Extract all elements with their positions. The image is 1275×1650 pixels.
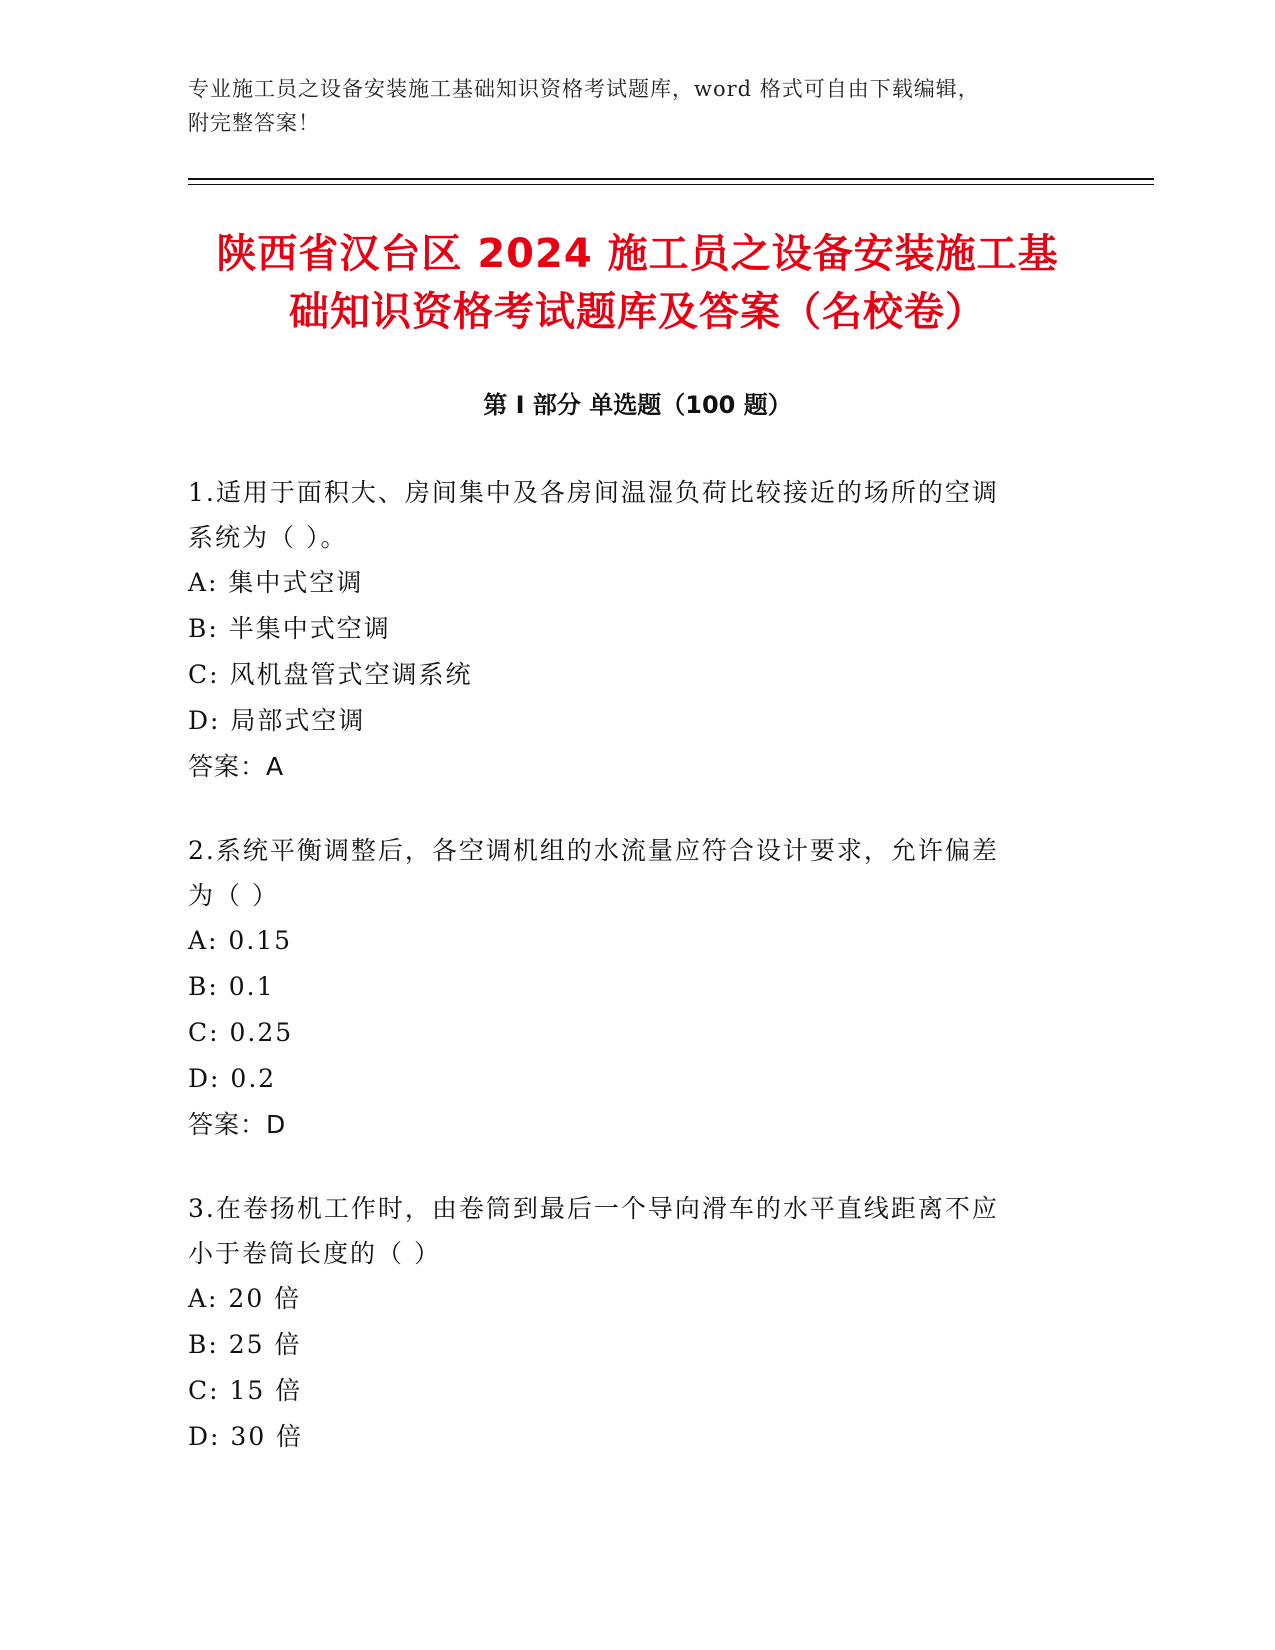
question-text: [188, 470, 1068, 560]
option-d: D: 30 倍: [188, 1422, 304, 1451]
question-list: [188, 470, 1068, 1498]
document-title: [150, 225, 1125, 341]
question-text-line-2: 系统为（ ）。: [188, 523, 348, 552]
answer-label: 答案：A: [188, 752, 285, 781]
question-text-line-2: 小于卷筒长度的（ ）: [188, 1239, 441, 1268]
question-text: [188, 828, 1068, 918]
document-title-line-2: 础知识资格考试题库及答案（名校卷）: [289, 289, 986, 335]
option-c: C: 15 倍: [188, 1376, 303, 1405]
header-note: [188, 72, 1088, 140]
question-item: [188, 1186, 1068, 1460]
question-text-line-1: 2.系统平衡调整后，各空调机组的水流量应符合设计要求，允许偏差: [188, 836, 999, 865]
header-note-line-1: 专业施工员之设备安装施工基础知识资格考试题库，word 格式可自由下载编辑，: [188, 77, 980, 101]
header-divider-thin: [188, 184, 1154, 185]
option-a: A: 集中式空调: [188, 568, 364, 597]
header-divider-thick: [188, 178, 1154, 180]
question-item: [188, 470, 1068, 790]
answer-label: 答案：D: [188, 1110, 287, 1139]
option-c: C: 风机盘管式空调系统: [188, 660, 473, 689]
header-note-line-2: 附完整答案！: [188, 111, 320, 135]
question-item: [188, 828, 1068, 1148]
option-b: B: 0.1: [188, 972, 275, 1001]
question-text-line-1: 1.适用于面积大、房间集中及各房间温湿负荷比较接近的场所的空调: [188, 478, 999, 507]
document-title-line-1: 陕西省汉台区 2024 施工员之设备安装施工基: [216, 231, 1059, 277]
option-c: C: 0.25: [188, 1018, 294, 1047]
section-heading: 第 I 部分 单选题（100 题）: [483, 391, 792, 419]
option-a: A: 20 倍: [188, 1284, 302, 1313]
option-b: B: 25 倍: [188, 1330, 302, 1359]
option-d: D: 局部式空调: [188, 706, 366, 735]
question-text-line-2: 为（ ）: [188, 881, 279, 910]
option-a: A: 0.15: [188, 926, 293, 955]
option-d: D: 0.2: [188, 1064, 277, 1093]
question-text: [188, 1186, 1068, 1276]
option-b: B: 半集中式空调: [188, 614, 391, 643]
question-text-line-1: 3.在卷扬机工作时，由卷筒到最后一个导向滑车的水平直线距离不应: [188, 1194, 999, 1223]
